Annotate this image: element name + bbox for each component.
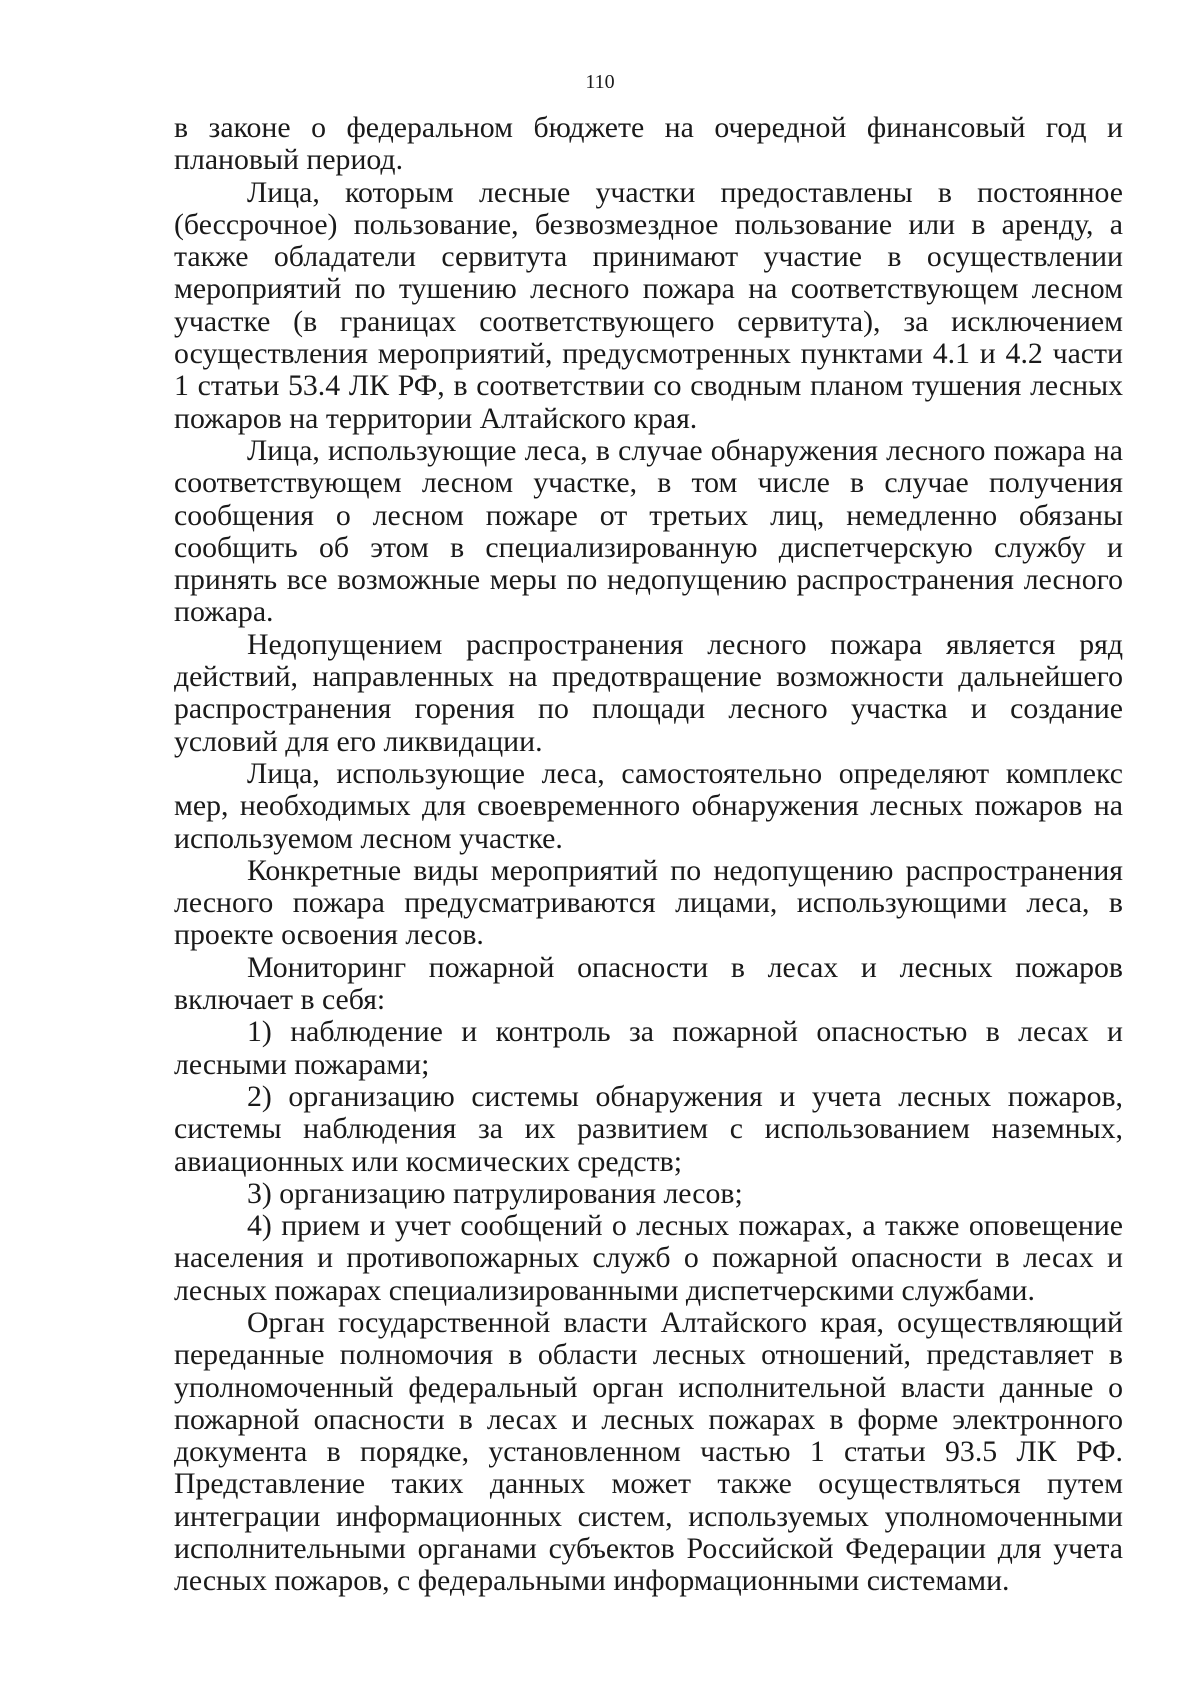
paragraph: Лица, использующие леса, в случае обнаружения лесного пожара на соответствующем лесном участке, в том числе в случае получения сообщения о лесном пожаре от третьих лиц, немедленно обязаны сообщить об этом в специализированную диспетчерскую службу и принять все возможные меры по недопущению распространения лесного пожара. — [174, 433, 1123, 629]
paragraph: Орган государственной власти Алтайского края, осуществляющий переданные полномочия в области лесных отношений, представляет в уполномоченный федеральный орган исполнительной власти данные о пожарной опасности в лесах и лесных пожарах в форме электронного документа в порядке, установленном частью 1 статьи 93.5 ЛК РФ. Представление таких данных может также осуществляться путем интеграции информационных систем, используемых уполномоченными исполнительными органами субъектов Российской Федерации для учета лесных пожаров, с федеральными информационными системами. — [174, 1305, 1123, 1598]
paragraph: Лица, которым лесные участки предоставлены в постоянное (бессрочное) пользование, безвозмездное пользование или в аренду, а также обладатели сервитута принимают участие в осуществлении мероприятий по тушению лесного пожара на соответствующем лесном участке (в границах соответствующего сервитута), за исключением осуществления мероприятий, предусмотренных пунктами 4.1 и 4.2 части 1 статьи 53.4 ЛК РФ, в соответствии со сводным планом тушения лесных пожаров на территории Алтайского края. — [174, 175, 1123, 435]
paragraph: Конкретные виды мероприятий по недопущению распространения лесного пожара предусматриваются лицами, использующими леса, в проекте освоения лесов. — [174, 853, 1123, 952]
paragraph: в законе о федеральном бюджете на очередной финансовый год и плановый период. — [174, 111, 1123, 177]
page-number: 110 — [585, 71, 615, 93]
list-item: 3) организацию патрулирования лесов; — [247, 1176, 743, 1210]
list-item: 1) наблюдение и контроль за пожарной опасностью в лесах и лесными пожарами; — [174, 1015, 1123, 1081]
list-item: 2) организацию системы обнаружения и учета лесных пожаров, системы наблюдения за их развитием с использованием наземных, авиационных или космических средств; — [174, 1079, 1123, 1178]
list-item: 4) прием и учет сообщений о лесных пожарах, а также оповещение населения и противопожарных служб о пожарной опасности в лесах и лесных пожарах специализированными диспетчерскими службами. — [174, 1209, 1123, 1307]
paragraph: Лица, использующие леса, самостоятельно определяют комплекс мер, необходимых для своевременного обнаружения лесных пожаров на используемом лесном участке. — [174, 756, 1123, 855]
document-body — [174, 112, 1123, 1598]
paragraph: Недопущением распространения лесного пожара является ряд действий, направленных на предотвращение возможности дальнейшего распространения горения по площади лесного участка и создание условий для его ликвидации. — [174, 627, 1123, 758]
paragraph: Мониторинг пожарной опасности в лесах и лесных пожаров включает в себя: — [174, 950, 1123, 1017]
